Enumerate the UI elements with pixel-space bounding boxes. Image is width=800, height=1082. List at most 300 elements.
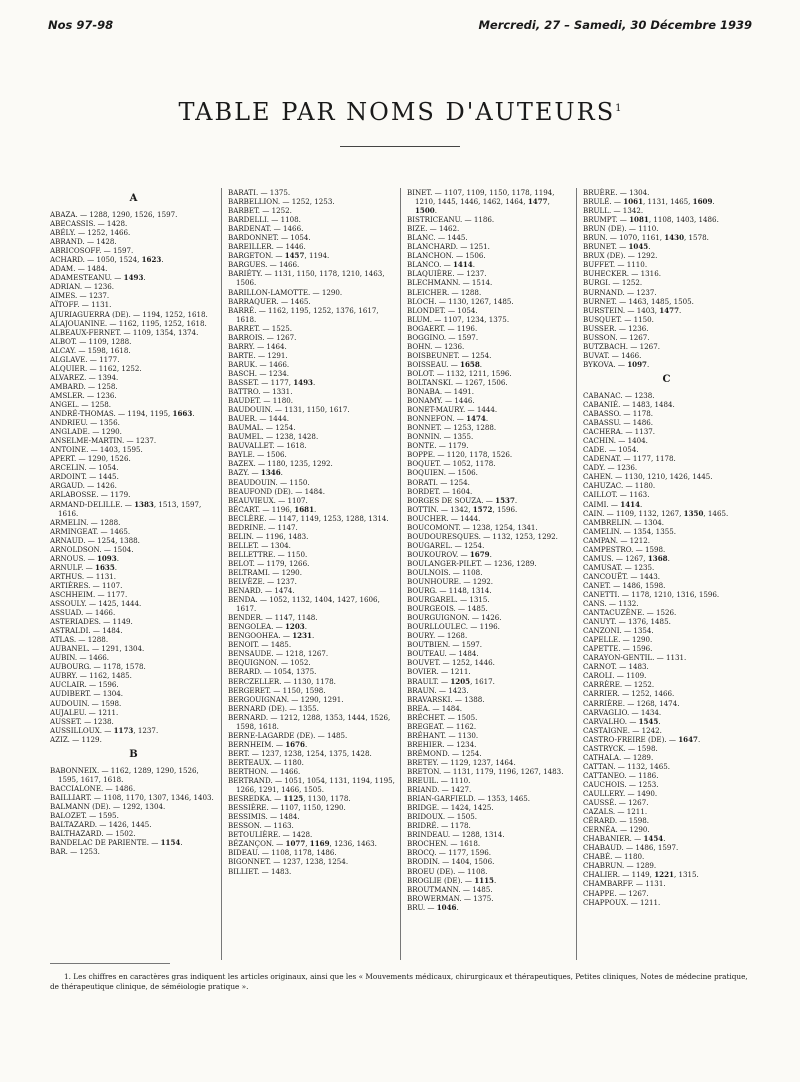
index-entry: CAILLOT. — 1163.: [583, 490, 650, 500]
index-entry: BOTTIN. — 1342, 1572, 1596.: [407, 504, 518, 514]
index-entry: BECLÈRE. — 1147, 1149, 1253, 1288, 1314.: [228, 513, 389, 523]
index-entry: CATHALA. — 1289.: [583, 752, 654, 762]
index-entry: BRUN. — 1070, 1161, 1430, 1578.: [583, 233, 709, 243]
index-entry: BOUCOMONT. — 1238, 1254, 1341.: [407, 522, 538, 532]
index-entry: BARROIS. — 1267.: [228, 332, 297, 342]
index-entry: ALQUIER. — 1162, 1252.: [50, 363, 142, 373]
index-entry: BAYLE. — 1506.: [228, 450, 287, 460]
original-article-ref: 1572: [472, 504, 493, 514]
index-entry: BLANCO. — 1414.: [407, 260, 475, 270]
index-entry: BOULANGER-PILET. — 1236, 1289.: [407, 558, 537, 568]
index-entry: ARLABOSSE. — 1179.: [50, 490, 131, 500]
index-entry: BROCQ. — 1177, 1596.: [407, 848, 491, 858]
index-entry: CAMPESTRO. — 1598.: [583, 544, 666, 554]
index-entry: BOISBEUNET. — 1254.: [407, 350, 492, 360]
index-entry: BENARD. — 1474.: [228, 586, 295, 596]
index-entry: AUSSILLOUX. — 1173, 1237.: [50, 725, 159, 735]
index-entry: ARMINGEAT. — 1465.: [50, 526, 131, 536]
index-entry: CABASSU. — 1486.: [583, 418, 653, 428]
index-column-1: [50, 188, 217, 960]
index-entry: BAUER. — 1444.: [228, 414, 290, 424]
index-entry: CERNÉA. — 1290.: [583, 825, 650, 835]
index-entry: BRÉCHET. — 1505.: [407, 712, 478, 722]
index-entry: BEAUDOUIN. — 1150.: [228, 477, 310, 487]
index-entry: CAMUS. — 1267, 1368.: [583, 553, 670, 563]
index-entry: ABRAND. — 1428.: [50, 237, 117, 247]
index-entry: BRUÈRE. — 1304.: [583, 188, 650, 197]
index-entry: BRIDRÉ. — 1178.: [407, 821, 471, 831]
index-entry: BAUMAL. — 1254.: [228, 423, 296, 433]
original-article-ref: 1231: [292, 631, 312, 641]
index-entry: BATTRO. — 1331.: [228, 387, 293, 397]
index-entry: CAROLI. — 1109.: [583, 671, 647, 681]
index-entry: BERNARD. — 1212, 1288, 1353, 1444, 1526, 1598, 1618.: [228, 712, 391, 731]
index-entry: BLEICHER. — 1288.: [407, 287, 482, 297]
index-entry: CABANAC. — 1238.: [583, 390, 655, 400]
index-entry: BOUNHOURE. — 1292.: [407, 577, 494, 587]
index-entry: CAUCHOIS. — 1253.: [583, 779, 659, 789]
index-entry: BROCHEN. — 1618.: [407, 839, 481, 849]
index-entry: AUDIBERT. — 1304.: [50, 689, 124, 699]
index-entry: CABASSO. — 1178.: [583, 409, 654, 419]
section-letter: B: [129, 748, 138, 760]
index-entry: CANTACUZÈNE. — 1526.: [583, 608, 677, 618]
index-entry: BERGOUIGNAN. — 1290, 1291.: [228, 694, 344, 704]
title-footnote-marker: 1: [615, 103, 622, 114]
index-entry: BINET. — 1107, 1109, 1150, 1178, 1194, 1210, 1445, 1446, 1462, 1464, 1477, 1500.: [407, 188, 555, 216]
index-entry: CHABÉ. — 1180.: [583, 852, 645, 862]
index-entry: CAIN. — 1109, 1132, 1267, 1350, 1465.: [583, 508, 729, 518]
index-entry: CANCOUËT. — 1443.: [583, 571, 661, 581]
index-entry: ABRICOSOFF. — 1597.: [50, 246, 134, 256]
index-entry: CAIMI. — 1414.: [583, 499, 643, 509]
original-article-ref: 1383: [134, 499, 154, 509]
index-entry: BESSIMIS. — 1484.: [228, 812, 300, 822]
index-entry: ASTRALDI. — 1484.: [50, 626, 123, 636]
index-entry: BANDELAC DE PARIENTE. — 1154.: [50, 838, 183, 848]
index-entry: BENDA. — 1052, 1132, 1404, 1427, 1606, 1617.: [228, 595, 380, 614]
original-article-ref: 1093: [96, 553, 117, 563]
index-entry: BLAQUIÈRE. — 1237.: [407, 269, 487, 279]
index-entry: BOURY. — 1268.: [407, 631, 468, 641]
index-entry: BUHECKER. — 1316.: [583, 269, 661, 279]
original-article-ref: 1493: [293, 377, 313, 387]
index-entry: BOQUIEN. — 1506.: [407, 468, 478, 478]
index-entry: ARTHUS. — 1131.: [50, 571, 117, 581]
index-entry: BOURGEOIS. — 1485.: [407, 604, 488, 614]
index-entry: BELIN. — 1196, 1483.: [228, 531, 309, 541]
index-entry: AUSSET. — 1238.: [50, 716, 114, 726]
index-entry: ANGEL. — 1258.: [50, 399, 112, 409]
index-entry: ARGAUD. — 1426.: [50, 481, 117, 491]
index-entry: BERGERET. — 1150, 1598.: [228, 685, 326, 695]
index-column-2: [228, 188, 395, 960]
index-entry: BEAUVIEUX. — 1107.: [228, 495, 308, 505]
index-entry: BERTRAND. — 1051, 1054, 1131, 1194, 1195, 1266, 1291, 1466, 1505.: [228, 776, 395, 795]
index-entry: BUSQUET. — 1150.: [583, 314, 654, 324]
index-entry: BRU. — 1046.: [407, 902, 459, 912]
index-entry: BARRET. — 1525.: [228, 323, 293, 333]
index-entry: AÏTOFF. — 1131.: [50, 300, 112, 310]
index-entry: BRIAND. — 1427.: [407, 785, 472, 795]
index-entry: BARGETON. — 1457, 1194.: [228, 251, 330, 261]
index-entry: BREA. — 1484.: [407, 703, 463, 713]
index-entry: BRIDGE. — 1424, 1425.: [407, 803, 494, 813]
index-entry: BARGUES. — 1466.: [228, 260, 300, 270]
index-entry: BUFFET. — 1110.: [583, 260, 648, 270]
index-entry: ARDOINT. — 1445.: [50, 472, 119, 482]
original-article-ref: 1173: [113, 725, 134, 735]
index-entry: BONABA. — 1491.: [407, 387, 474, 397]
index-entry: BRUMPT. — 1081, 1108, 1403, 1486.: [583, 215, 719, 225]
index-entry: BEDRINE. — 1147.: [228, 522, 298, 532]
index-entry: BLANC. — 1445.: [407, 233, 468, 243]
index-entry: BOHN. — 1236.: [407, 341, 465, 351]
index-entry: BLUM. — 1107, 1234, 1375.: [407, 314, 510, 324]
index-entry: CAHEN. — 1130, 1210, 1426, 1445.: [583, 472, 713, 482]
index-entry: BENGOLEA. — 1203.: [228, 622, 307, 632]
index-entry: CHABANIER. — 1454.: [583, 834, 666, 844]
index-entry: BUSSER. — 1236.: [583, 323, 649, 333]
index-entry: BROWERMAN. — 1375.: [407, 893, 494, 903]
index-entry: AUBIN. — 1466.: [50, 653, 110, 663]
original-article-ref: 1154: [160, 838, 181, 848]
footnote-divider: [50, 963, 170, 964]
index-entry: ANDRIEU. — 1356.: [50, 418, 120, 428]
index-entry: ARMELIN. — 1288.: [50, 517, 121, 527]
index-entry: ARMAND-DELILLE. — 1383, 1513, 1597, 1616.: [50, 499, 202, 518]
index-entry: BROGLIE (DE). — 1115.: [407, 875, 497, 885]
index-entry: BERTHON. — 1466.: [228, 767, 301, 776]
index-entry: BARILLON-LAMOTTE. — 1290.: [228, 287, 343, 297]
original-article-ref: 1457: [284, 251, 305, 261]
index-entry: ADAM. — 1484.: [50, 264, 108, 274]
index-entry: CAPELLE. — 1290.: [583, 635, 653, 645]
index-entry: BREGEAT. — 1162.: [407, 721, 477, 731]
index-entry: ASSUAD. — 1466.: [50, 608, 116, 618]
index-entry: BAUDET. — 1180.: [228, 396, 294, 406]
index-entry: BRAULT. — 1205, 1617.: [407, 676, 495, 686]
index-entry: BOUCHER. — 1444.: [407, 513, 481, 523]
original-article-ref: 1676: [285, 739, 305, 749]
index-entry: BIDEAU. — 1108, 1178, 1486.: [228, 848, 337, 858]
original-article-ref: 1061: [623, 197, 644, 207]
original-article-ref: 1077: [285, 839, 306, 849]
index-entry: ALCAY. — 1598, 1618.: [50, 345, 131, 355]
index-entry: BURGI. — 1252.: [583, 278, 643, 288]
index-entry: BRIDOUX. — 1505.: [407, 812, 478, 822]
original-article-ref: 1635: [95, 562, 115, 572]
index-entry: BASCH. — 1234.: [228, 368, 289, 378]
original-article-ref: 1681: [294, 504, 315, 514]
original-article-ref: 1430: [664, 233, 685, 243]
index-entry: BÉZANÇON. — 1077, 1169, 1236, 1463.: [228, 839, 377, 849]
index-entry: AZIZ. — 1129.: [50, 734, 102, 744]
index-entry: BAUMEL. — 1238, 1428.: [228, 432, 319, 442]
index-entry: CADENAT. — 1177, 1178.: [583, 454, 676, 464]
page-header: [48, 18, 752, 38]
index-entry: BERNE-LAGARDE (DE). — 1485.: [228, 730, 348, 740]
index-entry: CAMUSAT. — 1235.: [583, 562, 655, 572]
index-entry: BESSIÈRE. — 1107, 1150, 1290.: [228, 803, 346, 813]
index-entry: BRODIN. — 1404, 1506.: [407, 857, 495, 867]
index-entry: BRETEY. — 1129, 1237, 1464.: [407, 757, 516, 767]
index-entry: BOVIER. — 1211.: [407, 667, 471, 677]
original-article-ref: 1545: [638, 716, 659, 726]
index-entry: CARVALHO. — 1545.: [583, 716, 661, 726]
original-article-ref: 1623: [141, 255, 162, 265]
index-entry: BONET-MAURY. — 1444.: [407, 405, 498, 415]
index-entry: CARRIÈRE. — 1268, 1474.: [583, 698, 680, 708]
index-entry: ARNULF. — 1635.: [50, 562, 118, 572]
index-entry: BENDER. — 1147, 1148.: [228, 613, 318, 623]
index-entry: BRIAN-GARFIELD. — 1353, 1465.: [407, 794, 530, 804]
index-entry: CANETTI. — 1178, 1210, 1316, 1596.: [583, 589, 720, 599]
index-entry: BALOZET. — 1595.: [50, 811, 119, 820]
index-entry: BORATI. — 1254.: [407, 477, 470, 487]
index-entry: BELLET. — 1304.: [228, 540, 291, 550]
index-entry: BARBELLION. — 1252, 1253.: [228, 197, 335, 207]
index-entry: BOUKOUROV. — 1679.: [407, 549, 492, 559]
index-entry: BESSON. — 1163.: [228, 821, 294, 831]
index-entry: BREUIL. — 1110.: [407, 776, 471, 786]
index-entry: BERARD. — 1054, 1375.: [228, 667, 317, 677]
original-article-ref: 1500: [415, 206, 435, 216]
index-entry: BAZY. — 1346.: [228, 468, 283, 478]
index-entry: BOUTEAU. — 1484.: [407, 649, 479, 659]
index-entry: BYKOVA. — 1097.: [583, 359, 650, 369]
index-entry: BERNHEIM. — 1676.: [228, 739, 308, 749]
index-entry: BARBET. — 1252.: [228, 206, 292, 216]
index-entry: ABAZA. — 1288, 1290, 1526, 1597.: [50, 210, 178, 219]
index-entry: BLANCHON. — 1506.: [407, 251, 486, 261]
index-entry: BRUX (DE). — 1292.: [583, 251, 658, 261]
index-entry: ARNOUS. — 1093.: [50, 553, 119, 563]
index-entry: BURSTEIN. — 1403, 1477.: [583, 305, 682, 315]
index-entry: ANSELME-MARTIN. — 1237.: [50, 436, 157, 446]
index-entry: BLECHMANN. — 1514.: [407, 278, 493, 288]
original-article-ref: 1205: [450, 676, 471, 686]
index-entry: BOUVET. — 1252, 1446.: [407, 658, 495, 668]
index-entry: CAHUZAC. — 1180.: [583, 481, 656, 491]
index-entry: BONTE. — 1179.: [407, 441, 469, 451]
original-article-ref: 1046: [436, 902, 457, 912]
index-entry: BLOCH. — 1130, 1267, 1485.: [407, 296, 514, 306]
index-entry: ASSOULY. — 1425, 1444.: [50, 599, 142, 609]
index-entry: CAMPAN. — 1212.: [583, 535, 650, 545]
index-entry: BRAUN. — 1423.: [407, 685, 469, 695]
index-entry: AMBARD. — 1258.: [50, 381, 118, 391]
index-entry: CABANIÉ. — 1483, 1484.: [583, 399, 675, 409]
index-entry: BAREILLER. — 1446.: [228, 242, 306, 252]
index-entry: BLONDET. — 1054.: [407, 305, 478, 315]
index-entry: CAZALS. — 1211.: [583, 807, 648, 817]
index-entry: CHABRUN. — 1289.: [583, 861, 657, 871]
index-entry: BENOIT. — 1485.: [228, 640, 292, 650]
original-article-ref: 1350: [683, 508, 704, 518]
index-entry: AUJALEU. — 1211.: [50, 707, 119, 717]
index-entry: ARNAUD. — 1254, 1388.: [50, 535, 140, 545]
index-entry: BALTAZARD. — 1426, 1445.: [50, 820, 152, 830]
index-entry: BURNET. — 1463, 1485, 1505.: [583, 296, 694, 306]
index-entry: CATTANEO. — 1186.: [583, 770, 659, 780]
index-column-3: [407, 188, 574, 960]
original-article-ref: 1414: [452, 260, 473, 270]
title-divider: [340, 146, 460, 147]
index-entry: ALBEAUX-FERNET. — 1109, 1354, 1374.: [50, 327, 199, 337]
index-entry: ADRIAN. — 1236.: [50, 282, 114, 292]
index-entry: BERCZELLER. — 1130, 1178.: [228, 676, 336, 686]
index-entry: BELTRAMI. — 1290.: [228, 567, 302, 577]
original-article-ref: 1203: [284, 622, 305, 632]
original-article-ref: 1125: [283, 794, 304, 804]
index-entry: CADE. — 1054.: [583, 445, 639, 455]
index-entry: ALBOT. — 1109, 1288.: [50, 336, 132, 346]
index-entry: CARVAGLIO. — 1434.: [583, 707, 662, 717]
index-entry: BAUDOUIN. — 1131, 1150, 1617.: [228, 405, 350, 415]
index-entry: BARUK. — 1466.: [228, 359, 290, 369]
page-title: [0, 98, 800, 126]
original-article-ref: 1045: [628, 242, 649, 252]
index-entry: CACHIN. — 1404.: [583, 436, 648, 446]
original-article-ref: 1081: [629, 215, 649, 225]
index-entry: CHABAUD. — 1486, 1597.: [583, 843, 679, 853]
index-entry: BOURLLOULEC. — 1196.: [407, 622, 500, 632]
index-entry: CÉRARD. — 1598.: [583, 816, 650, 826]
index-entry: BAILLIART. — 1108, 1170, 1307, 1346, 1403.: [50, 792, 214, 802]
original-article-ref: 1169: [309, 839, 330, 849]
original-article-ref: 1493: [123, 273, 144, 283]
index-column-4: [583, 188, 750, 960]
column-divider: [400, 188, 401, 960]
index-entry: BRUNET. — 1045.: [583, 242, 651, 252]
original-article-ref: 1454: [643, 834, 664, 844]
index-entry: BEAUFOND (DE). — 1484.: [228, 486, 325, 496]
index-entry: CAMELIN. — 1354, 1355.: [583, 526, 676, 536]
index-entry: BOURGUIGNON. — 1426.: [407, 613, 502, 623]
index-entry: BOISSEAU. — 1658.: [407, 359, 483, 369]
index-entry: ALVAREZ. — 1394.: [50, 372, 119, 382]
index-entry: BENGOOHEA. — 1231.: [228, 631, 315, 641]
index-entry: BISTRICEANU. — 1186.: [407, 215, 495, 225]
index-entry: AUCLAIR. — 1596.: [50, 680, 119, 690]
index-entry: BELOT. — 1179, 1266.: [228, 558, 310, 568]
index-entry: AUDOUIN. — 1598.: [50, 698, 122, 708]
original-article-ref: 1115: [474, 875, 494, 885]
index-entry: BRINDEAU. — 1288, 1314.: [407, 830, 505, 840]
index-entry: ASTERIADES. — 1149.: [50, 617, 133, 627]
index-entry: BONAMY. — 1446.: [407, 396, 475, 406]
index-entry: BÉCART. — 1196, 1681.: [228, 504, 317, 514]
index-entry: CASTRYCK. — 1598.: [583, 743, 658, 753]
section-letter: A: [129, 193, 138, 204]
index-entry: BORDET. — 1604.: [407, 486, 473, 496]
index-entry: BIGONNET. — 1237, 1238, 1254.: [228, 857, 349, 867]
index-entry: BURNAND. — 1237.: [583, 287, 657, 297]
index-entry: BREHIER. — 1234.: [407, 739, 477, 749]
index-entry: BRUN (DE). — 1110.: [583, 224, 659, 234]
index-entry: CASTAIGNE. — 1242.: [583, 725, 662, 735]
index-entry: CAUSSÉ. — 1267.: [583, 798, 649, 808]
index-entry: CASTRO-FREIRE (DE). — 1647.: [583, 734, 701, 744]
index-entry: BOQUET. — 1052, 1178.: [407, 459, 496, 469]
original-article-ref: 1474: [466, 414, 486, 424]
index-entry: BOUGAREL. — 1254.: [407, 540, 485, 550]
index-entry: ABECASSIS. — 1428.: [50, 219, 128, 229]
index-entry: ARTIÈRES. — 1107.: [50, 580, 123, 590]
index-entry: CANET. — 1486, 1598.: [583, 580, 666, 590]
original-article-ref: 1221: [654, 870, 674, 880]
original-article-ref: 1663: [172, 409, 193, 419]
index-entry: BOGAERT. — 1196.: [407, 323, 478, 333]
index-entry: CHAPPOUX. — 1211.: [583, 897, 661, 907]
index-entry: BOLOT. — 1132, 1211, 1596.: [407, 368, 512, 378]
original-article-ref: 1658: [460, 359, 480, 369]
index-entry: BEQUIGNON. — 1052.: [228, 658, 311, 668]
index-entry: BAUVALLET. — 1618.: [228, 441, 307, 451]
index-entry: BRAVARSKI. — 1388.: [407, 694, 485, 704]
index-entry: BESREDKA. — 1125, 1130, 1178.: [228, 794, 351, 804]
index-entry: BARATI. — 1375.: [228, 188, 291, 197]
original-article-ref: 1477: [527, 197, 548, 207]
index-entry: BARDELLI. — 1108.: [228, 215, 301, 225]
index-entry: BARDONNET. — 1054.: [228, 233, 311, 243]
index-entry: AUBOURG. — 1178, 1578.: [50, 662, 146, 672]
index-entry: BOURG. — 1148, 1314.: [407, 586, 492, 596]
index-entry: AUBRY. — 1162, 1485.: [50, 671, 132, 681]
index-entry: CANS. — 1132.: [583, 599, 639, 609]
original-article-ref: 1537: [495, 495, 515, 505]
index-entry: CARRÈRE. — 1252.: [583, 680, 655, 690]
index-entry: BLANCHARD. — 1251.: [407, 242, 490, 252]
index-entry: BONNET. — 1253, 1288.: [407, 423, 497, 433]
index-entry: BERTEAUX. — 1180.: [228, 757, 304, 767]
index-entry: BOGGINO. — 1597.: [407, 332, 479, 342]
index-entry: ACHARD. — 1050, 1524, 1623.: [50, 255, 164, 265]
issue-date: Mercredi, 27 – Samedi, 30 Décembre 1939: [478, 18, 752, 32]
index-entry: ANGLADE. — 1290.: [50, 427, 122, 437]
index-entry: BROEU (DE). — 1108.: [407, 866, 488, 876]
index-entry: BALTHAZARD. — 1502.: [50, 829, 136, 839]
index-entry: CHAPPE. — 1267.: [583, 888, 649, 898]
index-entry: BUSSON. — 1267.: [583, 332, 650, 342]
index-entry: BILLIET. — 1483.: [228, 866, 292, 876]
index-entry: BARRÉ. — 1162, 1195, 1252, 1376, 1617, 1618.: [228, 305, 379, 324]
index-entry: BRÉHANT. — 1130.: [407, 730, 479, 740]
issue-number: Nos 97-98: [48, 18, 114, 32]
index-entry: AMSLER. — 1236.: [50, 390, 117, 400]
index-entry: BRULL. — 1342.: [583, 206, 644, 216]
index-entry: BOURGAREL. — 1315.: [407, 595, 490, 605]
section-letter: C: [662, 373, 671, 385]
index-entry: BASSET. — 1177, 1493.: [228, 377, 316, 387]
index-entry: CHALIER. — 1149, 1221, 1315.: [583, 870, 699, 880]
index-entry: CARAYON-GENTIL. — 1131.: [583, 653, 687, 663]
original-article-ref: 1368: [647, 553, 668, 563]
index-entry: BOULNOIS. — 1108.: [407, 567, 483, 577]
index-entry: CACHERA. — 1137.: [583, 427, 655, 437]
index-entry: BRÉMOND. — 1254.: [407, 748, 482, 758]
footnote: 1. Les chiffres en caractères gras indiquent les articles originaux, ainsi que les « Mouvements médicaux, chirurgicaux et thérapeutiques, Petites cliniques, Notes de médecine pratique, de thérapeutique clinique, de séméiologie pratique ».: [50, 972, 748, 991]
index-entry: BONNEFON. — 1474.: [407, 414, 489, 424]
index-entry: APERT. — 1290, 1526.: [50, 454, 131, 464]
index-entry: BALMANN (DE). — 1292, 1304.: [50, 801, 166, 811]
index-entry: BAR. — 1253.: [50, 847, 100, 857]
index-entry: BABONNEIX. — 1162, 1289, 1290, 1526, 1595, 1617, 1618.: [50, 765, 199, 784]
original-article-ref: 1414: [620, 499, 641, 509]
original-article-ref: 1346: [260, 468, 281, 478]
column-divider: [221, 188, 222, 960]
